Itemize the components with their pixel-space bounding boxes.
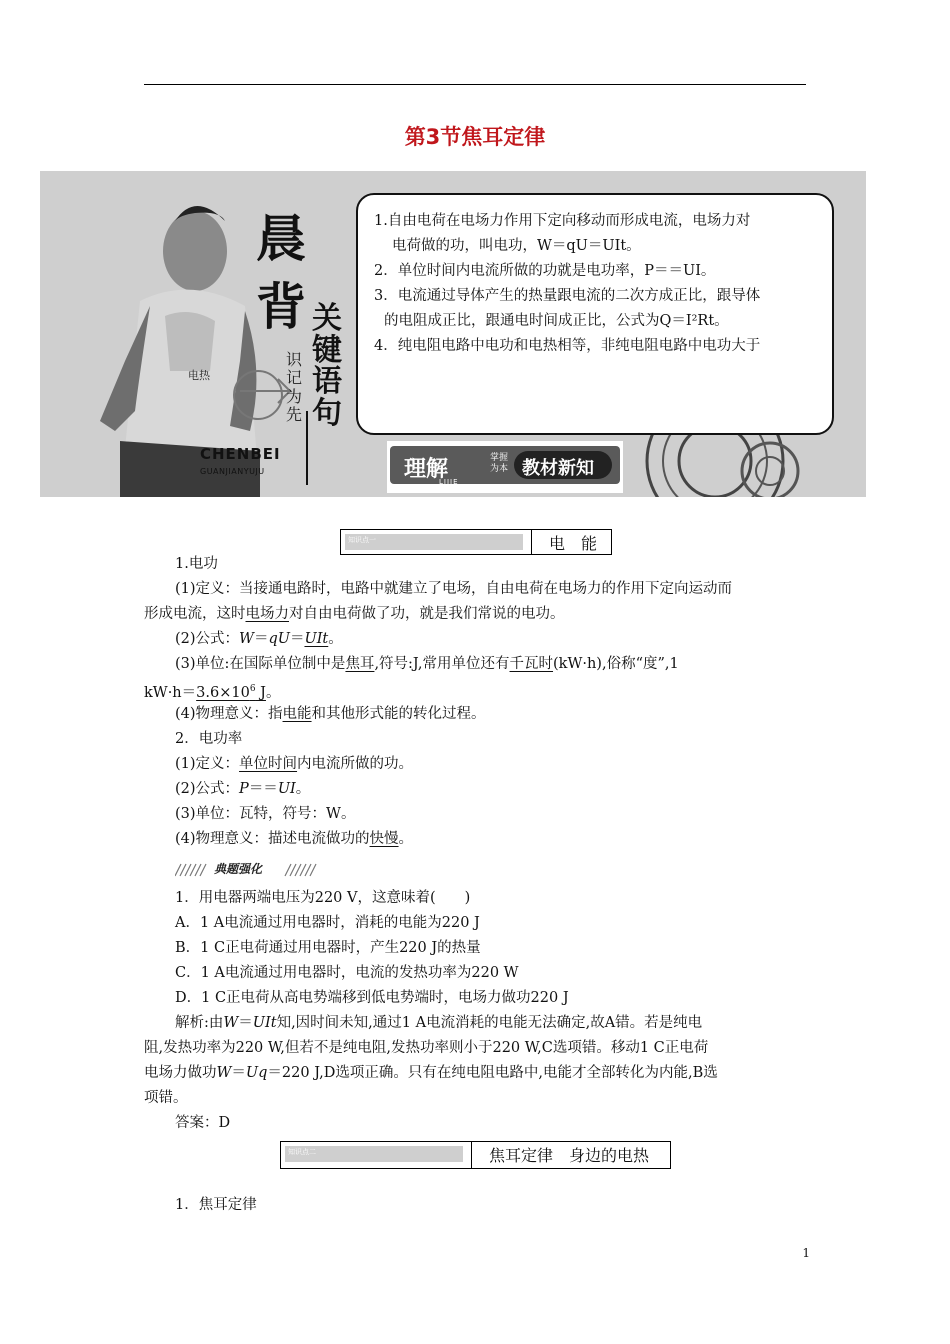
option-d: D．1 C正电荷从高电势端移到低电势端时，电场力做功220 J bbox=[175, 990, 569, 1006]
vert-small-char: 为 bbox=[286, 386, 303, 406]
heading-dian-gonglv: 2．电功率 bbox=[175, 731, 243, 747]
card-line: 4．纯电阻电路中电功和电热相等，非纯电阻电路中电功大于 bbox=[374, 338, 761, 354]
strip-zhangwo: 掌握 为本 bbox=[490, 453, 509, 474]
heading-dian-gong: 1.电功 bbox=[175, 556, 218, 572]
heading-jiaoer: 1．焦耳定律 bbox=[175, 1197, 257, 1213]
vert-small-char: 识 bbox=[286, 350, 303, 369]
para-line: (4)物理意义：描述电流做功的快慢。 bbox=[175, 831, 414, 847]
key-sentences-card bbox=[356, 193, 834, 435]
vert-small-char: 先 bbox=[286, 405, 303, 425]
para-line: (1)定义：当接通电路时，电路中就建立了电场，自由电荷在电场力的作用下定向运动而 bbox=[175, 581, 733, 597]
card-line: 电荷做的功，叫电功，W＝qU＝UIt。 bbox=[392, 238, 641, 254]
photo-caption: 电热 bbox=[188, 369, 210, 382]
para-line: $kW\cdot h=3.6\times 10^6$ J。 bbox=[144, 684, 281, 701]
card-line: 1.自由电荷在电场力作用下定向移动而形成电流，电场力对 bbox=[374, 213, 751, 229]
strip-xinzhi-pill bbox=[514, 451, 612, 479]
banner-chenbei: CHENBEI bbox=[200, 445, 281, 463]
para-line: (2)公式：W＝qU＝UIt。 bbox=[175, 631, 343, 647]
para-line: (2)公式：P＝＝UI。 bbox=[175, 781, 311, 797]
vert-char: 键 bbox=[312, 332, 342, 368]
section-tag: 知识点一 bbox=[348, 536, 376, 544]
understand-strip bbox=[387, 441, 623, 493]
vert-char: 句 bbox=[312, 395, 342, 431]
banner-vertical-title bbox=[312, 303, 342, 429]
banner-vertical-subtitle bbox=[286, 351, 302, 425]
para-line: (4)物理意义：指电能和其他形式能的转化过程。 bbox=[175, 706, 486, 722]
answer-line: 答案：D bbox=[175, 1115, 231, 1131]
section-header-2 bbox=[280, 1141, 671, 1169]
para-line: (1)定义：单位时间内电流所做的功。 bbox=[175, 756, 414, 772]
strip-lijie-sub: LIJIE bbox=[439, 478, 459, 486]
banner bbox=[40, 171, 866, 497]
banner-guanjianyuju: GUANJIANYUJU bbox=[200, 467, 265, 476]
page-number: 1 bbox=[802, 1246, 810, 1260]
para-line: 形成电流，这时电场力对自由电荷做了功，就是我们常说的电功。 bbox=[144, 606, 565, 622]
section-tag: 知识点二 bbox=[288, 1148, 316, 1156]
section-label: 焦耳定律 身边的电热 bbox=[489, 1146, 650, 1165]
page-title: 第3节焦耳定律 bbox=[404, 125, 546, 149]
option-b: B．1 C正电荷通过用电器时，产生220 J的热量 bbox=[175, 940, 481, 956]
strip-xinzhi: 教材新知 bbox=[522, 458, 594, 479]
analysis-line: 电场力做功W＝Uq＝220 J,D选项正确。只有在纯电阻电路中,电能才全部转化为内能,B选 bbox=[144, 1065, 718, 1081]
analysis-line: 项错。 bbox=[144, 1090, 188, 1106]
para-line: (3)单位:在国际单位制中是焦耳,符号:J,常用单位还有千瓦时(kW·h),俗称“度”,1 bbox=[175, 656, 679, 672]
dianti-label: 典题强化 bbox=[214, 862, 263, 876]
para-line: (3)单位：瓦特，符号：W。 bbox=[175, 806, 356, 822]
vertical-divider bbox=[306, 411, 308, 485]
question-stem: 1．用电器两端电压为220 V，这意味着( ) bbox=[175, 890, 471, 906]
card-line: 3．电流通过导体产生的热量跟电流的二次方成正比，跟导体 bbox=[374, 288, 761, 304]
banner-char-chen: 晨 bbox=[256, 210, 306, 268]
card-line: 2．单位时间内电流所做的功就是电功率，P＝＝UI。 bbox=[374, 263, 716, 279]
header-rule bbox=[144, 84, 806, 85]
section-header-1 bbox=[340, 529, 612, 555]
card-line: 的电阻成正比，跟通电时间成正比，公式为Q＝I²Rt。 bbox=[384, 313, 729, 329]
vert-char: 关 bbox=[312, 301, 342, 336]
section-label: 电 能 bbox=[549, 534, 598, 553]
strip-lijie: 理解 bbox=[404, 457, 449, 482]
vert-small-char: 记 bbox=[286, 368, 303, 388]
banner-char-bei: 背 bbox=[256, 278, 306, 336]
analysis-line: 阻,发热功率为220 W,但若不是纯电阻,发热功率则小于220 W,C选项错。移动1 C正电荷 bbox=[144, 1040, 709, 1056]
option-c: C．1 A电流通过用电器时，电流的发热功率为220 W bbox=[175, 965, 519, 981]
analysis-line: 解析:由W＝UIt知,因时间未知,通过1 A电流消耗的电能无法确定,故A错。若是纯电 bbox=[175, 1015, 703, 1031]
option-a: A．1 A电流通过用电器时，消耗的电能为220 J bbox=[175, 915, 480, 931]
vert-char: 语 bbox=[312, 364, 342, 399]
